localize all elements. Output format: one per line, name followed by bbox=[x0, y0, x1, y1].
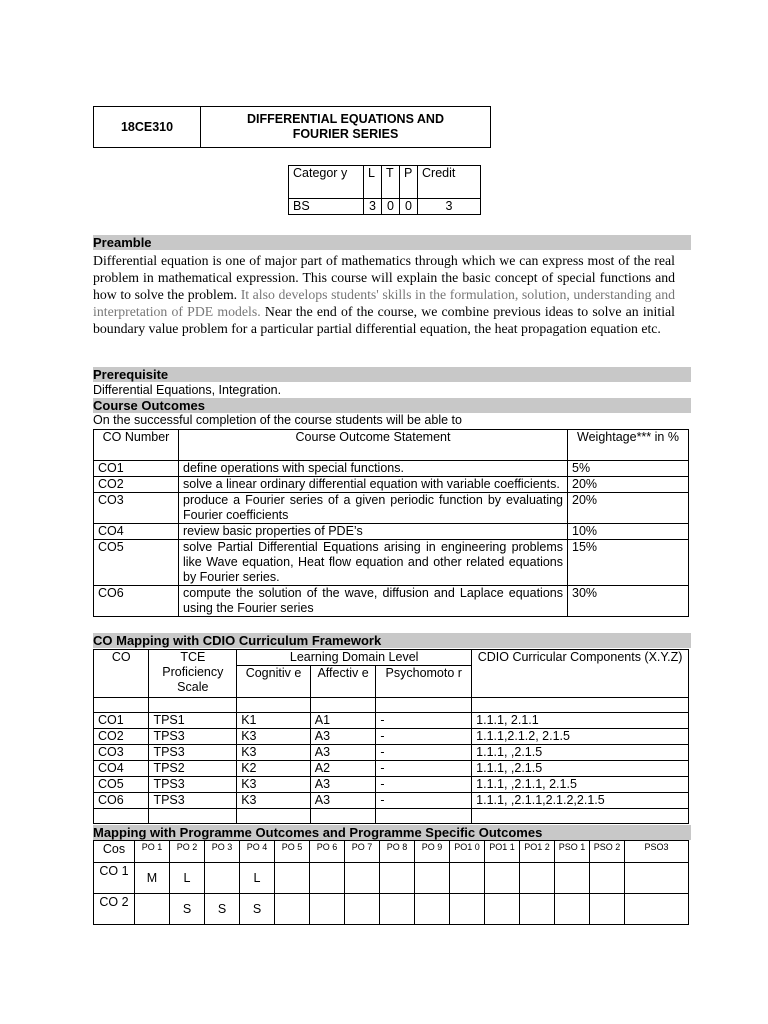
po-cell bbox=[590, 863, 625, 894]
cdio-psychomotor: - bbox=[376, 729, 472, 745]
cdio-psychomotor: - bbox=[376, 745, 472, 761]
cdio-co: CO5 bbox=[94, 777, 149, 793]
po-cell bbox=[485, 894, 520, 925]
co-number: CO5 bbox=[94, 540, 179, 586]
table-row bbox=[94, 745, 689, 761]
po-cell bbox=[380, 894, 415, 925]
l-header: L bbox=[364, 166, 382, 199]
po-cell bbox=[345, 863, 380, 894]
po-header: PO 6 bbox=[310, 841, 345, 863]
cdio-components: 1.1.1, ,2.1.1,2.1.2,2.1.5 bbox=[472, 793, 689, 809]
cdio-tce-header: TCE Proficiency Scale bbox=[149, 650, 237, 698]
po-cell bbox=[310, 894, 345, 925]
po-mapping-heading: Mapping with Programme Outcomes and Programme Specific Outcomes bbox=[93, 825, 691, 840]
cdio-psychomotor: - bbox=[376, 713, 472, 729]
co-statement: solve Partial Differential Equations arising in engineering problems like Wave equation, Heat flow equation and other related equations by Fourier series. bbox=[179, 540, 568, 586]
cdio-affective: A2 bbox=[310, 761, 376, 777]
co-statement: define operations with special functions. bbox=[179, 461, 568, 477]
cdio-psychomotor: - bbox=[376, 761, 472, 777]
spacer-row bbox=[94, 698, 689, 713]
po-cell bbox=[275, 894, 310, 925]
co-weight-header: Weightage*** in % bbox=[568, 430, 689, 461]
preamble-heading: Preamble bbox=[93, 235, 691, 250]
co-number: CO3 bbox=[94, 493, 179, 524]
t-header: T bbox=[382, 166, 400, 199]
cdio-affective: A1 bbox=[310, 713, 376, 729]
po-header: PO 4 bbox=[240, 841, 275, 863]
prerequisite-heading: Prerequisite bbox=[93, 367, 691, 382]
psychomotor-header: Psychomoto r bbox=[376, 666, 472, 698]
co-statement: compute the solution of the wave, diffusion and Laplace equations using the Fourier series bbox=[179, 586, 568, 617]
po-cell bbox=[625, 894, 689, 925]
cognitive-header: Cognitiv e bbox=[237, 666, 311, 698]
cdio-co: CO6 bbox=[94, 793, 149, 809]
co-statement: review basic properties of PDE’s bbox=[179, 524, 568, 540]
po-cell bbox=[380, 863, 415, 894]
po-header: PO 1 bbox=[135, 841, 170, 863]
cdio-tps: TPS3 bbox=[149, 745, 237, 761]
po-cell bbox=[415, 863, 450, 894]
table-row bbox=[94, 894, 689, 925]
po-mapping-table bbox=[93, 840, 689, 925]
cdio-cognitive: K3 bbox=[237, 793, 311, 809]
category-header: Categor y bbox=[289, 166, 364, 199]
co-number: CO2 bbox=[94, 477, 179, 493]
co-number: CO1 bbox=[94, 461, 179, 477]
po-cos-header: Cos bbox=[94, 841, 135, 863]
cdio-tps: TPS3 bbox=[149, 729, 237, 745]
pso-header: PSO 2 bbox=[590, 841, 625, 863]
credit-value: 3 bbox=[418, 199, 481, 215]
table-row bbox=[94, 477, 689, 493]
co-number: CO6 bbox=[94, 586, 179, 617]
co-statement-header: Course Outcome Statement bbox=[179, 430, 568, 461]
cdio-tps: TPS1 bbox=[149, 713, 237, 729]
po-co-label: CO 2 bbox=[94, 894, 135, 925]
table-row bbox=[94, 493, 689, 524]
cdio-co: CO3 bbox=[94, 745, 149, 761]
cdio-components: 1.1.1,2.1.2, 2.1.5 bbox=[472, 729, 689, 745]
table-row bbox=[94, 863, 689, 894]
co-statement: produce a Fourier series of a given periodic function by evaluating Fourier coefficients bbox=[179, 493, 568, 524]
po-cell bbox=[450, 863, 485, 894]
prerequisite-text: Differential Equations, Integration. bbox=[93, 383, 282, 397]
course-code: 18CE310 bbox=[94, 107, 201, 148]
po-cell: S bbox=[240, 894, 275, 925]
cdio-domain-header: Learning Domain Level bbox=[237, 650, 472, 666]
po-cell bbox=[555, 863, 590, 894]
category-value: BS bbox=[289, 199, 364, 215]
cdio-co: CO2 bbox=[94, 729, 149, 745]
po-cell: L bbox=[240, 863, 275, 894]
po-cell bbox=[275, 863, 310, 894]
cdio-components: 1.1.1, 2.1.1 bbox=[472, 713, 689, 729]
po-cell bbox=[520, 863, 555, 894]
cdio-cognitive: K3 bbox=[237, 777, 311, 793]
co-weight: 20% bbox=[568, 493, 689, 524]
po-cell: S bbox=[170, 894, 205, 925]
cdio-components: 1.1.1, ,2.1.5 bbox=[472, 745, 689, 761]
po-cell: M bbox=[135, 863, 170, 894]
po-cell bbox=[485, 863, 520, 894]
po-cell bbox=[555, 894, 590, 925]
cdio-components-header: CDIO Curricular Components (X.Y.Z) bbox=[472, 650, 689, 698]
po-header: PO 9 bbox=[415, 841, 450, 863]
table-row bbox=[94, 540, 689, 586]
credit-header: Credit bbox=[418, 166, 481, 199]
table-row bbox=[94, 729, 689, 745]
cdio-tps: TPS2 bbox=[149, 761, 237, 777]
co-number-header: CO Number bbox=[94, 430, 179, 461]
course-outcomes-table bbox=[93, 429, 689, 617]
cdio-mapping-table bbox=[93, 649, 689, 824]
po-header: PO 5 bbox=[275, 841, 310, 863]
po-cell bbox=[520, 894, 555, 925]
po-cell bbox=[205, 863, 240, 894]
cdio-cognitive: K3 bbox=[237, 729, 311, 745]
l-value: 3 bbox=[364, 199, 382, 215]
po-cell bbox=[135, 894, 170, 925]
course-title bbox=[201, 107, 491, 148]
po-header: PO1 1 bbox=[485, 841, 520, 863]
course-header-table bbox=[93, 106, 491, 148]
pso-header: PSO3 bbox=[625, 841, 689, 863]
cdio-affective: A3 bbox=[310, 793, 376, 809]
co-weight: 10% bbox=[568, 524, 689, 540]
cdio-co: CO1 bbox=[94, 713, 149, 729]
cdio-tps: TPS3 bbox=[149, 793, 237, 809]
co-number: CO4 bbox=[94, 524, 179, 540]
po-cell bbox=[415, 894, 450, 925]
preamble-text-end: Near the end of the course, we combine previous ideas to solve an initial boundary value problem for a particular partial differential equation, the heat propagation equation etc. bbox=[93, 304, 676, 336]
po-cell bbox=[625, 863, 689, 894]
co-statement: solve a linear ordinary differential equation with variable coefficients. bbox=[179, 477, 568, 493]
co-weight: 15% bbox=[568, 540, 689, 586]
course-title-line1: DIFFERENTIAL EQUATIONS AND bbox=[247, 112, 444, 126]
po-cell bbox=[345, 894, 380, 925]
co-weight: 30% bbox=[568, 586, 689, 617]
preamble-text-grey: It also develops students' skills in the formulation, solution, understanding and interpretation of PDE models. bbox=[93, 287, 675, 319]
po-header: PO 7 bbox=[345, 841, 380, 863]
cdio-heading: CO Mapping with CDIO Curriculum Framework bbox=[93, 633, 691, 648]
cdio-components: 1.1.1, ,2.1.5 bbox=[472, 761, 689, 777]
co-weight: 20% bbox=[568, 477, 689, 493]
pso-header: PSO 1 bbox=[555, 841, 590, 863]
po-cell bbox=[590, 894, 625, 925]
category-table bbox=[288, 165, 481, 215]
t-value: 0 bbox=[382, 199, 400, 215]
spacer-row bbox=[94, 809, 689, 824]
cdio-affective: A3 bbox=[310, 777, 376, 793]
table-row bbox=[94, 713, 689, 729]
outcomes-intro: On the successful completion of the course students will be able to bbox=[93, 413, 462, 427]
po-cell bbox=[450, 894, 485, 925]
affective-header: Affectiv e bbox=[310, 666, 376, 698]
po-co-label: CO 1 bbox=[94, 863, 135, 894]
table-row bbox=[94, 777, 689, 793]
table-row bbox=[94, 461, 689, 477]
po-header: PO 3 bbox=[205, 841, 240, 863]
p-header: P bbox=[400, 166, 418, 199]
preamble-text-main: Differential equation is one of major part of mathematics through which we can express most of the real problem in mathematical expression. This course will explain the basic concept of special functions and how to solve the problem. bbox=[93, 253, 675, 302]
table-row bbox=[94, 793, 689, 809]
po-cell bbox=[310, 863, 345, 894]
outcomes-heading: Course Outcomes bbox=[93, 398, 691, 413]
cdio-cognitive: K1 bbox=[237, 713, 311, 729]
preamble-text bbox=[93, 252, 675, 337]
cdio-cognitive: K3 bbox=[237, 745, 311, 761]
cdio-affective: A3 bbox=[310, 729, 376, 745]
cdio-components: 1.1.1, ,2.1.1, 2.1.5 bbox=[472, 777, 689, 793]
po-header: PO 8 bbox=[380, 841, 415, 863]
po-cell: S bbox=[205, 894, 240, 925]
table-row bbox=[94, 524, 689, 540]
course-title-line2: FOURIER SERIES bbox=[292, 127, 399, 141]
p-value: 0 bbox=[400, 199, 418, 215]
cdio-tps: TPS3 bbox=[149, 777, 237, 793]
table-row bbox=[94, 586, 689, 617]
cdio-cognitive: K2 bbox=[237, 761, 311, 777]
table-row bbox=[94, 761, 689, 777]
po-header: PO1 2 bbox=[520, 841, 555, 863]
po-cell: L bbox=[170, 863, 205, 894]
co-weight: 5% bbox=[568, 461, 689, 477]
cdio-co: CO4 bbox=[94, 761, 149, 777]
cdio-psychomotor: - bbox=[376, 777, 472, 793]
po-header: PO 2 bbox=[170, 841, 205, 863]
cdio-co-header: CO bbox=[94, 650, 149, 698]
cdio-affective: A3 bbox=[310, 745, 376, 761]
cdio-psychomotor: - bbox=[376, 793, 472, 809]
po-header: PO1 0 bbox=[450, 841, 485, 863]
